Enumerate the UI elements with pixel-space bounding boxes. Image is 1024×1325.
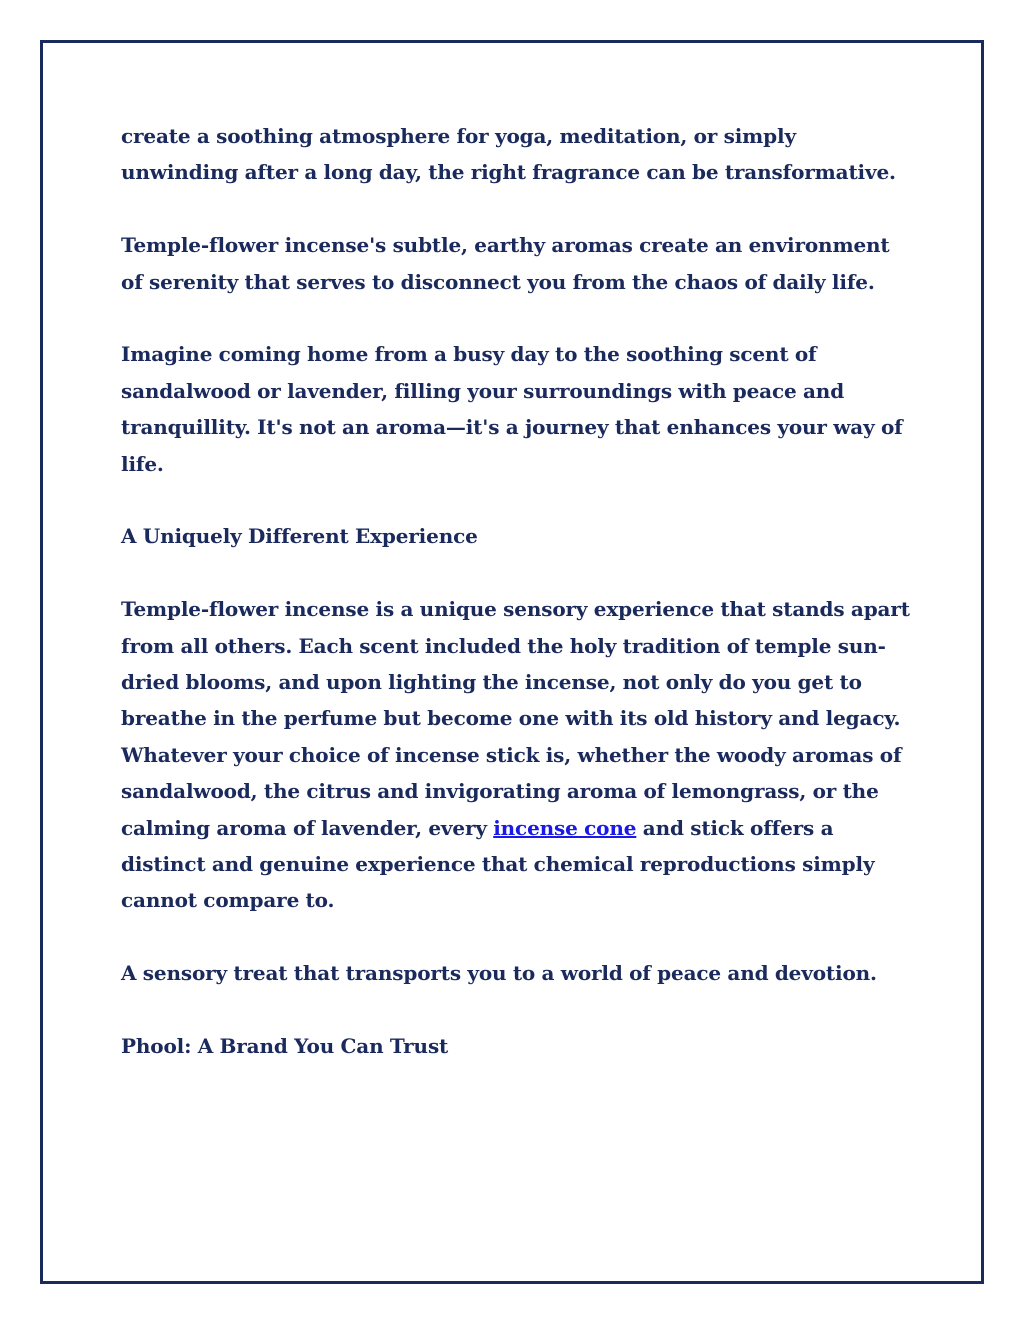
section-heading-unique-experience: A Uniquely Different Experience [121, 524, 478, 549]
section-heading-brand-trust: Phool: A Brand You Can Trust [121, 1034, 449, 1059]
document-body [121, 118, 911, 1064]
paragraph-serenity: Temple-flower incense's subtle, earthy aromas create an environment of serenity that serves to disconnect you from the chaos of daily life. [121, 233, 890, 294]
paragraph-coming-home: Imagine coming home from a busy day to the soothing scent of sandalwood or lavender, filling your surroundings with peace and tranquillity. It's not an aroma—it's a journey that enhances your way of life. [121, 342, 903, 476]
incense-cone-link[interactable]: incense cone [493, 815, 637, 840]
paragraph-unique-experience [121, 591, 911, 919]
paragraph-intro-continued: create a soothing atmosphere for yoga, meditation, or simply unwinding after a long day, the right fragrance can be transformative. [121, 124, 896, 185]
paragraph-sensory-treat: A sensory treat that transports you to a world of peace and devotion. [121, 961, 877, 986]
paragraph-text-after-link: and stick offers a distinct and genuine experience that chemical reproductions simply cannot compare to. [121, 815, 875, 913]
paragraph-text-before-link: Temple-flower incense is a unique sensory experience that stands apart from all others. Each scent included the holy tradition of temple sun-dried blooms, and upon lighting the incense, not only do you get to breathe in the perfume but become one with its old history and legacy. Whatever your choice of incense stick is, whether the woody aromas of sandalwood, the citrus and invigorating aroma of lemongrass, or the calming aroma of lavender, every [121, 597, 910, 840]
